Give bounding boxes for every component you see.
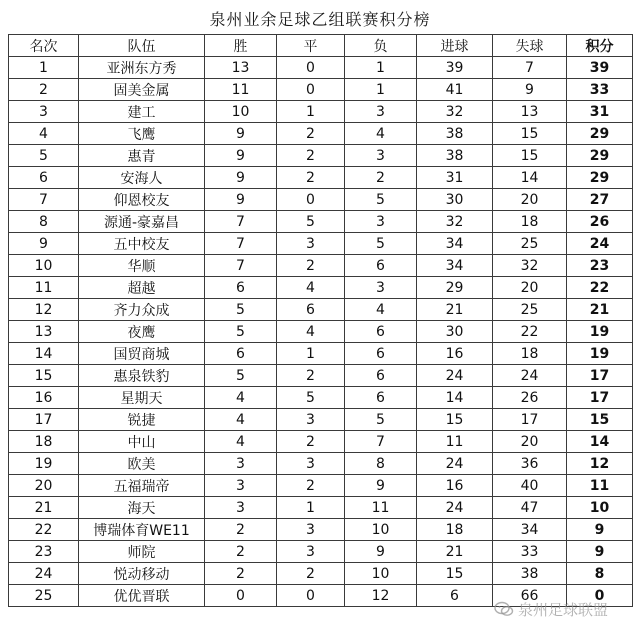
- cell-losses[interactable]: 11: [345, 497, 417, 519]
- cell-team[interactable]: 仰恩校友: [79, 189, 205, 211]
- cell-team[interactable]: 源通-豪嘉昌: [79, 211, 205, 233]
- table-row[interactable]: [9, 563, 633, 585]
- cell-goals-for[interactable]: 41: [417, 79, 493, 101]
- column-header-goals-against[interactable]: 失球: [493, 35, 567, 57]
- cell-wins[interactable]: 9: [205, 167, 277, 189]
- cell-wins[interactable]: 9: [205, 189, 277, 211]
- cell-goals-against[interactable]: 47: [493, 497, 567, 519]
- cell-wins[interactable]: 4: [205, 409, 277, 431]
- cell-rank[interactable]: 4: [9, 123, 79, 145]
- cell-draws[interactable]: 2: [277, 123, 345, 145]
- table-row[interactable]: [9, 57, 633, 79]
- cell-team[interactable]: 惠青: [79, 145, 205, 167]
- cell-draws[interactable]: 0: [277, 585, 345, 607]
- table-row[interactable]: [9, 541, 633, 563]
- cell-rank[interactable]: 24: [9, 563, 79, 585]
- cell-team[interactable]: 亚洲东方秀: [79, 57, 205, 79]
- cell-points[interactable]: 10: [567, 497, 633, 519]
- page-title: 泉州业余足球乙组联赛积分榜: [209, 10, 431, 29]
- cell-goals-against[interactable]: 20: [493, 189, 567, 211]
- cell-rank[interactable]: 13: [9, 321, 79, 343]
- cell-wins[interactable]: 2: [205, 563, 277, 585]
- cell-losses[interactable]: 10: [345, 563, 417, 585]
- cell-goals-against[interactable]: 7: [493, 57, 567, 79]
- cell-wins[interactable]: 5: [205, 299, 277, 321]
- cell-goals-for[interactable]: 15: [417, 409, 493, 431]
- cell-goals-for[interactable]: 24: [417, 365, 493, 387]
- cell-rank[interactable]: 5: [9, 145, 79, 167]
- table-row[interactable]: [9, 277, 633, 299]
- cell-goals-against[interactable]: 18: [493, 211, 567, 233]
- cell-wins[interactable]: 3: [205, 453, 277, 475]
- cell-goals-for[interactable]: 29: [417, 277, 493, 299]
- cell-points[interactable]: 11: [567, 475, 633, 497]
- cell-rank[interactable]: 25: [9, 585, 79, 607]
- cell-points[interactable]: 21: [567, 299, 633, 321]
- cell-team[interactable]: 飞鹰: [79, 123, 205, 145]
- cell-losses[interactable]: 4: [345, 299, 417, 321]
- cell-points[interactable]: 29: [567, 123, 633, 145]
- cell-points[interactable]: 15: [567, 409, 633, 431]
- cell-goals-for[interactable]: 16: [417, 475, 493, 497]
- cell-team[interactable]: 五福瑞帝: [79, 475, 205, 497]
- cell-team[interactable]: 海天: [79, 497, 205, 519]
- cell-wins[interactable]: 13: [205, 57, 277, 79]
- cell-draws[interactable]: 0: [277, 79, 345, 101]
- cell-points[interactable]: 19: [567, 343, 633, 365]
- cell-points[interactable]: 22: [567, 277, 633, 299]
- cell-points[interactable]: 12: [567, 453, 633, 475]
- cell-goals-for[interactable]: 21: [417, 299, 493, 321]
- table-row[interactable]: [9, 365, 633, 387]
- watermark-text: 泉州足球联盟: [517, 600, 608, 619]
- cell-losses[interactable]: 6: [345, 343, 417, 365]
- cell-draws[interactable]: 5: [277, 387, 345, 409]
- cell-draws[interactable]: 3: [277, 519, 345, 541]
- table-row[interactable]: [9, 453, 633, 475]
- table-row[interactable]: [9, 79, 633, 101]
- cell-goals-for[interactable]: 32: [417, 211, 493, 233]
- cell-goals-against[interactable]: 40: [493, 475, 567, 497]
- cell-losses[interactable]: 5: [345, 409, 417, 431]
- cell-goals-for[interactable]: 34: [417, 233, 493, 255]
- cell-team[interactable]: 国贸商城: [79, 343, 205, 365]
- cell-losses[interactable]: 3: [345, 211, 417, 233]
- cell-losses[interactable]: 5: [345, 189, 417, 211]
- cell-losses[interactable]: 12: [345, 585, 417, 607]
- cell-goals-against[interactable]: 17: [493, 409, 567, 431]
- cell-draws[interactable]: 3: [277, 541, 345, 563]
- cell-points[interactable]: 0: [567, 585, 633, 607]
- cell-rank[interactable]: 12: [9, 299, 79, 321]
- cell-draws[interactable]: 2: [277, 431, 345, 453]
- cell-wins[interactable]: 3: [205, 497, 277, 519]
- cell-wins[interactable]: 7: [205, 233, 277, 255]
- table-row[interactable]: [9, 123, 633, 145]
- cell-goals-against[interactable]: 20: [493, 431, 567, 453]
- cell-goals-against[interactable]: 36: [493, 453, 567, 475]
- cell-points[interactable]: 31: [567, 101, 633, 123]
- cell-wins[interactable]: 5: [205, 365, 277, 387]
- cell-losses[interactable]: 8: [345, 453, 417, 475]
- cell-goals-against[interactable]: 32: [493, 255, 567, 277]
- cell-draws[interactable]: 3: [277, 233, 345, 255]
- cell-rank[interactable]: 15: [9, 365, 79, 387]
- cell-draws[interactable]: 5: [277, 211, 345, 233]
- table-row[interactable]: [9, 431, 633, 453]
- cell-rank[interactable]: 9: [9, 233, 79, 255]
- standings-sheet: [8, 6, 632, 607]
- cell-wins[interactable]: 7: [205, 255, 277, 277]
- column-header-losses[interactable]: 负: [345, 35, 417, 57]
- cell-rank[interactable]: 23: [9, 541, 79, 563]
- table-row[interactable]: [9, 519, 633, 541]
- column-header-team[interactable]: 队伍: [79, 35, 205, 57]
- cell-goals-against[interactable]: 14: [493, 167, 567, 189]
- cell-wins[interactable]: 2: [205, 541, 277, 563]
- cell-goals-against[interactable]: 22: [493, 321, 567, 343]
- cell-draws[interactable]: 1: [277, 101, 345, 123]
- cell-goals-for[interactable]: 32: [417, 101, 493, 123]
- cell-points[interactable]: 26: [567, 211, 633, 233]
- column-header-goals-for[interactable]: 进球: [417, 35, 493, 57]
- table-row[interactable]: [9, 475, 633, 497]
- cell-wins[interactable]: 6: [205, 343, 277, 365]
- cell-losses[interactable]: 3: [345, 277, 417, 299]
- column-header-points[interactable]: 积分: [567, 35, 633, 57]
- cell-goals-for[interactable]: 21: [417, 541, 493, 563]
- cell-goals-against[interactable]: 20: [493, 277, 567, 299]
- cell-losses[interactable]: 6: [345, 321, 417, 343]
- cell-wins[interactable]: 4: [205, 431, 277, 453]
- cell-team[interactable]: 惠泉铁豹: [79, 365, 205, 387]
- column-header-wins[interactable]: 胜: [205, 35, 277, 57]
- cell-goals-for[interactable]: 15: [417, 563, 493, 585]
- cell-team[interactable]: 师院: [79, 541, 205, 563]
- cell-team[interactable]: 欧美: [79, 453, 205, 475]
- cell-goals-against[interactable]: 24: [493, 365, 567, 387]
- cell-points[interactable]: 19: [567, 321, 633, 343]
- table-row[interactable]: [9, 101, 633, 123]
- cell-points[interactable]: 17: [567, 387, 633, 409]
- cell-points[interactable]: 24: [567, 233, 633, 255]
- table-row[interactable]: [9, 343, 633, 365]
- cell-points[interactable]: 27: [567, 189, 633, 211]
- cell-team[interactable]: 超越: [79, 277, 205, 299]
- cell-draws[interactable]: 2: [277, 365, 345, 387]
- cell-team[interactable]: 齐力众成: [79, 299, 205, 321]
- cell-goals-against[interactable]: 18: [493, 343, 567, 365]
- cell-points[interactable]: 29: [567, 145, 633, 167]
- cell-goals-against[interactable]: 33: [493, 541, 567, 563]
- cell-goals-against[interactable]: 15: [493, 145, 567, 167]
- cell-wins[interactable]: 6: [205, 277, 277, 299]
- cell-losses[interactable]: 7: [345, 431, 417, 453]
- cell-goals-against[interactable]: 38: [493, 563, 567, 585]
- cell-goals-against[interactable]: 66: [493, 585, 567, 607]
- cell-goals-against[interactable]: 26: [493, 387, 567, 409]
- cell-draws[interactable]: 6: [277, 299, 345, 321]
- cell-draws[interactable]: 0: [277, 57, 345, 79]
- cell-points[interactable]: 14: [567, 431, 633, 453]
- cell-rank[interactable]: 10: [9, 255, 79, 277]
- cell-rank[interactable]: 20: [9, 475, 79, 497]
- cell-losses[interactable]: 9: [345, 541, 417, 563]
- wechat-icon: [494, 601, 514, 617]
- cell-rank[interactable]: 8: [9, 211, 79, 233]
- cell-wins[interactable]: 3: [205, 475, 277, 497]
- cell-goals-for[interactable]: 38: [417, 145, 493, 167]
- cell-points[interactable]: 29: [567, 167, 633, 189]
- cell-goals-against[interactable]: 25: [493, 233, 567, 255]
- cell-goals-for[interactable]: 24: [417, 497, 493, 519]
- cell-team[interactable]: 华顺: [79, 255, 205, 277]
- cell-points[interactable]: 33: [567, 79, 633, 101]
- cell-losses[interactable]: 9: [345, 475, 417, 497]
- cell-rank[interactable]: 11: [9, 277, 79, 299]
- cell-points[interactable]: 9: [567, 541, 633, 563]
- cell-wins[interactable]: 9: [205, 123, 277, 145]
- cell-rank[interactable]: 6: [9, 167, 79, 189]
- cell-draws[interactable]: 4: [277, 277, 345, 299]
- cell-goals-for[interactable]: 38: [417, 123, 493, 145]
- cell-goals-for[interactable]: 31: [417, 167, 493, 189]
- cell-losses[interactable]: 6: [345, 255, 417, 277]
- table-body: [9, 57, 633, 607]
- cell-rank[interactable]: 21: [9, 497, 79, 519]
- cell-losses[interactable]: 2: [345, 167, 417, 189]
- cell-losses[interactable]: 1: [345, 79, 417, 101]
- cell-losses[interactable]: 3: [345, 101, 417, 123]
- cell-goals-against[interactable]: 25: [493, 299, 567, 321]
- cell-team[interactable]: 五中校友: [79, 233, 205, 255]
- cell-losses[interactable]: 1: [345, 57, 417, 79]
- cell-points[interactable]: 17: [567, 365, 633, 387]
- cell-goals-for[interactable]: 34: [417, 255, 493, 277]
- table-header-row: [9, 35, 633, 57]
- cell-wins[interactable]: 2: [205, 519, 277, 541]
- cell-points[interactable]: 9: [567, 519, 633, 541]
- cell-draws[interactable]: 2: [277, 145, 345, 167]
- table-row[interactable]: [9, 211, 633, 233]
- cell-goals-against[interactable]: 13: [493, 101, 567, 123]
- cell-rank[interactable]: 3: [9, 101, 79, 123]
- cell-team[interactable]: 博瑞体育WE11: [79, 519, 205, 541]
- cell-goals-for[interactable]: 30: [417, 321, 493, 343]
- cell-team[interactable]: 中山: [79, 431, 205, 453]
- cell-team[interactable]: 建工: [79, 101, 205, 123]
- table-row[interactable]: [9, 255, 633, 277]
- watermark: [494, 598, 608, 620]
- cell-wins[interactable]: 9: [205, 145, 277, 167]
- cell-points[interactable]: 23: [567, 255, 633, 277]
- cell-wins[interactable]: 5: [205, 321, 277, 343]
- cell-goals-against[interactable]: 15: [493, 123, 567, 145]
- cell-draws[interactable]: 1: [277, 343, 345, 365]
- cell-losses[interactable]: 10: [345, 519, 417, 541]
- cell-draws[interactable]: 3: [277, 409, 345, 431]
- standings-table: [8, 34, 633, 607]
- cell-rank[interactable]: 1: [9, 57, 79, 79]
- cell-points[interactable]: 8: [567, 563, 633, 585]
- table-row[interactable]: [9, 409, 633, 431]
- table-row[interactable]: [9, 167, 633, 189]
- table-row[interactable]: [9, 145, 633, 167]
- table-row[interactable]: [9, 233, 633, 255]
- cell-team[interactable]: 锐捷: [79, 409, 205, 431]
- cell-goals-for[interactable]: 24: [417, 453, 493, 475]
- cell-wins[interactable]: 0: [205, 585, 277, 607]
- cell-rank[interactable]: 18: [9, 431, 79, 453]
- table-row[interactable]: [9, 497, 633, 519]
- cell-team[interactable]: 夜鹰: [79, 321, 205, 343]
- cell-goals-for[interactable]: 30: [417, 189, 493, 211]
- cell-goals-for[interactable]: 18: [417, 519, 493, 541]
- column-header-draws[interactable]: 平: [277, 35, 345, 57]
- cell-losses[interactable]: 6: [345, 365, 417, 387]
- cell-rank[interactable]: 17: [9, 409, 79, 431]
- cell-draws[interactable]: 1: [277, 497, 345, 519]
- cell-goals-for[interactable]: 11: [417, 431, 493, 453]
- cell-wins[interactable]: 11: [205, 79, 277, 101]
- cell-rank[interactable]: 2: [9, 79, 79, 101]
- cell-draws[interactable]: 0: [277, 189, 345, 211]
- cell-points[interactable]: 39: [567, 57, 633, 79]
- cell-draws[interactable]: 2: [277, 563, 345, 585]
- cell-rank[interactable]: 19: [9, 453, 79, 475]
- cell-goals-against[interactable]: 34: [493, 519, 567, 541]
- table-row[interactable]: [9, 299, 633, 321]
- cell-losses[interactable]: 5: [345, 233, 417, 255]
- cell-losses[interactable]: 4: [345, 123, 417, 145]
- cell-draws[interactable]: 2: [277, 475, 345, 497]
- cell-draws[interactable]: 4: [277, 321, 345, 343]
- cell-goals-against[interactable]: 9: [493, 79, 567, 101]
- cell-losses[interactable]: 3: [345, 145, 417, 167]
- cell-rank[interactable]: 16: [9, 387, 79, 409]
- cell-goals-for[interactable]: 6: [417, 585, 493, 607]
- cell-rank[interactable]: 14: [9, 343, 79, 365]
- cell-draws[interactable]: 2: [277, 255, 345, 277]
- cell-team[interactable]: 优优晋联: [79, 585, 205, 607]
- cell-goals-for[interactable]: 14: [417, 387, 493, 409]
- cell-team[interactable]: 固美金属: [79, 79, 205, 101]
- cell-team[interactable]: 安海人: [79, 167, 205, 189]
- cell-team[interactable]: 星期天: [79, 387, 205, 409]
- cell-rank[interactable]: 22: [9, 519, 79, 541]
- cell-draws[interactable]: 3: [277, 453, 345, 475]
- cell-goals-for[interactable]: 16: [417, 343, 493, 365]
- column-header-rank[interactable]: 名次: [9, 35, 79, 57]
- cell-team[interactable]: 悦动移动: [79, 563, 205, 585]
- cell-draws[interactable]: 2: [277, 167, 345, 189]
- cell-losses[interactable]: 6: [345, 387, 417, 409]
- table-row[interactable]: [9, 189, 633, 211]
- cell-rank[interactable]: 7: [9, 189, 79, 211]
- table-row[interactable]: [9, 321, 633, 343]
- cell-wins[interactable]: 10: [205, 101, 277, 123]
- table-row[interactable]: [9, 387, 633, 409]
- cell-goals-for[interactable]: 39: [417, 57, 493, 79]
- cell-wins[interactable]: 4: [205, 387, 277, 409]
- cell-wins[interactable]: 7: [205, 211, 277, 233]
